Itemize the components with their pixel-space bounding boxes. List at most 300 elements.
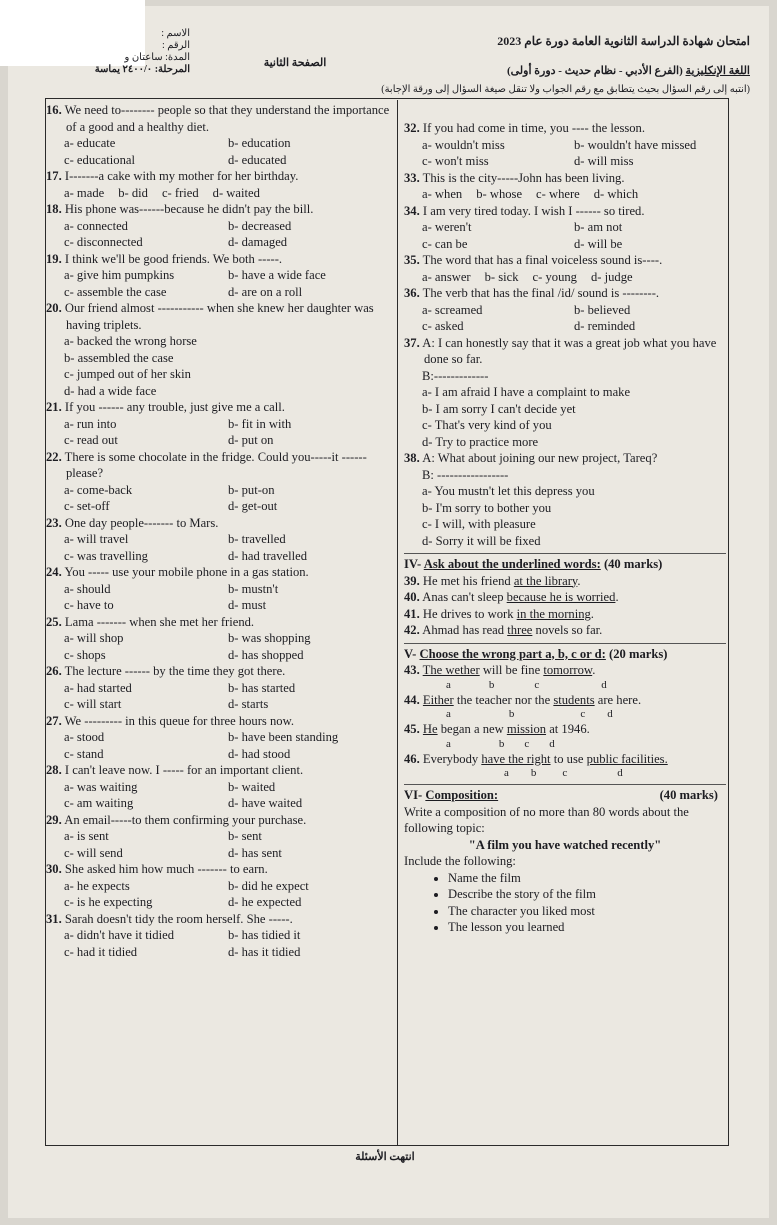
question-item bbox=[46, 449, 392, 515]
option: d- had stood bbox=[228, 746, 291, 761]
header-label: المرحلة: ٢٤٠٠/٠ يماسة bbox=[94, 64, 190, 75]
option: a- when bbox=[422, 187, 463, 201]
question-number: 41. bbox=[404, 606, 420, 621]
option: d- must bbox=[228, 598, 267, 612]
part-letter: b bbox=[508, 708, 515, 720]
options bbox=[404, 384, 726, 450]
part-letters bbox=[404, 679, 726, 692]
question-item bbox=[46, 713, 392, 763]
wrong-part-item bbox=[404, 662, 726, 692]
option: c- will start bbox=[64, 697, 122, 711]
option: c- asked bbox=[422, 319, 464, 333]
part-letter: b bbox=[488, 678, 495, 691]
option: d- had a wide face bbox=[64, 383, 157, 398]
question-item bbox=[46, 251, 392, 301]
options bbox=[404, 219, 726, 252]
question-text bbox=[46, 399, 392, 416]
exam-note: (انتبه إلى رقم السؤال بحيث يتطابق مع رقم الجواب ولا تنقل صيغة السؤال إلى ورقة الإجابة) bbox=[381, 84, 750, 95]
option: d- has it tidied bbox=[228, 944, 301, 959]
sentence-part: Either bbox=[422, 692, 454, 707]
underlined-words: three bbox=[507, 623, 533, 637]
option: a- give him pumpkins bbox=[64, 268, 175, 282]
option: d- had travelled bbox=[228, 548, 308, 563]
option: d- are on a roll bbox=[228, 284, 303, 299]
question-number: 20. bbox=[46, 301, 62, 315]
part-letters bbox=[404, 708, 726, 721]
option: b- believed bbox=[574, 302, 631, 317]
section-marks: (40 marks) bbox=[603, 557, 663, 571]
option: b- fit in with bbox=[228, 416, 292, 431]
question-text bbox=[46, 713, 392, 730]
question-number: 33. bbox=[404, 170, 420, 185]
option: a- should bbox=[64, 581, 111, 596]
question-text bbox=[46, 762, 392, 779]
wrong-part-item bbox=[404, 692, 726, 722]
question-number: 46. bbox=[404, 751, 420, 766]
exam-year: 2023 bbox=[497, 34, 522, 48]
option: b- whose bbox=[476, 187, 523, 201]
question-number: 30. bbox=[46, 862, 62, 876]
sentence-part: at 1946. bbox=[546, 722, 590, 736]
sentence-part: have the right bbox=[481, 751, 551, 766]
part-letter: c bbox=[580, 708, 586, 720]
underlined-words: in the morning bbox=[516, 606, 591, 621]
question-number: 37. bbox=[404, 335, 420, 350]
underlined-words: at the library bbox=[513, 573, 578, 588]
part-letter: b bbox=[498, 737, 505, 750]
part-letter: d bbox=[549, 737, 555, 750]
question-text bbox=[46, 564, 392, 581]
composition-instruction: Write a composition of no more than 80 words about the following topic: bbox=[404, 804, 689, 835]
part-letter: a bbox=[446, 737, 451, 750]
options bbox=[46, 482, 392, 515]
option: c- disconnected bbox=[64, 235, 143, 249]
sentence bbox=[404, 751, 726, 768]
question-number: 23. bbox=[46, 515, 62, 530]
options bbox=[46, 927, 392, 960]
question-item bbox=[404, 285, 726, 335]
options bbox=[404, 186, 726, 203]
item-text: . bbox=[615, 590, 619, 604]
sentence bbox=[404, 692, 726, 709]
option: b- wouldn't have missed bbox=[574, 137, 697, 152]
option: b- put-on bbox=[228, 482, 275, 497]
question-number: 21. bbox=[46, 400, 62, 414]
options bbox=[404, 483, 726, 549]
option: a- had started bbox=[64, 680, 132, 695]
item-text: He met his friend bbox=[422, 573, 514, 588]
question-item bbox=[46, 201, 392, 251]
option: d- waited bbox=[212, 185, 260, 200]
sentence-part: tomorrow bbox=[543, 663, 593, 677]
option: a- come-back bbox=[64, 482, 133, 497]
option: b- I am sorry I can't decide yet bbox=[422, 401, 576, 416]
right-questions bbox=[404, 120, 726, 549]
option: b- waited bbox=[228, 779, 276, 794]
question-number: 43. bbox=[404, 663, 420, 677]
question-text bbox=[404, 450, 726, 467]
section-5-heading bbox=[404, 646, 726, 663]
option: a- will shop bbox=[64, 631, 124, 645]
question-number: 44. bbox=[404, 692, 420, 707]
section-4-items bbox=[404, 573, 726, 639]
sentence-part: . bbox=[592, 663, 596, 677]
sentence-part: public facilities. bbox=[586, 751, 668, 766]
option: d- will miss bbox=[574, 154, 634, 168]
part-letter: c bbox=[524, 737, 530, 750]
question-stem: A: I can honestly say that it was a great job what you have done so far. bbox=[422, 335, 717, 366]
options bbox=[46, 680, 392, 713]
section-marks: (20 marks) bbox=[609, 646, 668, 661]
question-number: 39. bbox=[404, 573, 420, 588]
sentence-part: are here. bbox=[594, 692, 642, 707]
option: a- You mustn't let this depress you bbox=[422, 484, 595, 498]
section-6 bbox=[404, 787, 726, 936]
question-number: 19. bbox=[46, 251, 62, 266]
part-letter: a bbox=[504, 767, 509, 779]
underlined-words: because he is worried bbox=[506, 590, 616, 604]
question-item bbox=[46, 861, 392, 911]
question-text bbox=[46, 300, 392, 333]
section-numeral: V- bbox=[404, 646, 417, 661]
section-numeral: IV- bbox=[404, 557, 422, 571]
question-stem: The lecture ------ by the time they got there. bbox=[64, 664, 286, 678]
option: a- educate bbox=[64, 136, 116, 150]
options bbox=[404, 302, 726, 335]
question-stem: You ----- use your mobile phone in a gas station. bbox=[64, 565, 309, 579]
sentence-part: The wether bbox=[422, 663, 480, 677]
option: a- stood bbox=[64, 730, 105, 744]
section-divider bbox=[404, 784, 726, 785]
option: c- will send bbox=[64, 845, 123, 860]
question-text bbox=[46, 251, 392, 268]
options bbox=[46, 267, 392, 300]
option: c- is he expecting bbox=[64, 895, 153, 909]
question-item bbox=[404, 252, 726, 285]
option: b- has tidied it bbox=[228, 928, 301, 942]
question-text bbox=[46, 911, 392, 928]
include-label: Include the following: bbox=[404, 854, 516, 868]
question-stem: She asked him how much ------- to earn. bbox=[64, 862, 268, 876]
sentence-part: mission bbox=[506, 722, 547, 736]
question-number: 32. bbox=[404, 121, 420, 135]
option: c- can be bbox=[422, 236, 468, 251]
header-label: المدة: ساعتان و bbox=[124, 52, 190, 63]
question-item bbox=[46, 102, 392, 168]
question-stem: The verb that has the final /id/ sound is --------. bbox=[422, 286, 660, 300]
part-letter: d bbox=[607, 708, 613, 720]
question-stem: We --------- in this queue for three hours now. bbox=[64, 713, 294, 728]
option: a- weren't bbox=[422, 220, 472, 234]
option: d- Try to practice more bbox=[422, 434, 539, 449]
question-text bbox=[404, 252, 726, 269]
options bbox=[46, 135, 392, 168]
section-title: Choose the wrong part a, b, c or d: bbox=[419, 646, 606, 661]
option: a- backed the wrong horse bbox=[64, 334, 197, 348]
right-column bbox=[404, 120, 726, 936]
page-label: الصفحة الثانية bbox=[263, 57, 327, 69]
question-text bbox=[404, 170, 726, 187]
option: c- have to bbox=[64, 598, 114, 612]
option: c- am waiting bbox=[64, 796, 134, 810]
part-letter: a bbox=[446, 708, 451, 720]
option: d- reminded bbox=[574, 319, 636, 333]
option: b- I'm sorry to bother you bbox=[422, 500, 552, 515]
question-text bbox=[46, 102, 392, 135]
section-5 bbox=[404, 646, 726, 781]
section-4 bbox=[404, 556, 726, 639]
composition-topic: "A film you have watched recently" bbox=[468, 837, 662, 852]
question-number: 40. bbox=[404, 590, 420, 604]
option: b- mustn't bbox=[228, 581, 279, 596]
item-text: Ahmad has read bbox=[422, 623, 508, 637]
question-stem: His phone was------because he didn't pay the bill. bbox=[64, 202, 314, 216]
question-text bbox=[46, 812, 392, 829]
item-text: He drives to work bbox=[422, 606, 517, 621]
question-number: 25. bbox=[46, 614, 62, 629]
section-divider bbox=[404, 553, 726, 554]
part-letter: a bbox=[446, 678, 451, 691]
question-stem: This is the city-----John has been living. bbox=[422, 170, 625, 185]
question-text bbox=[46, 201, 392, 218]
section-4-heading bbox=[404, 556, 726, 573]
option: b- has started bbox=[228, 680, 296, 695]
question-stem: If you had come in time, you ---- the lesson. bbox=[422, 121, 645, 135]
options bbox=[46, 531, 392, 564]
option: d- has sent bbox=[228, 845, 282, 860]
header-label: الاسم : bbox=[161, 28, 190, 39]
underlined-item bbox=[404, 622, 726, 639]
sentence-part: will be fine bbox=[479, 663, 544, 677]
option: c- assemble the case bbox=[64, 284, 167, 299]
section-title: Composition: bbox=[425, 788, 499, 802]
option: c- stand bbox=[64, 746, 104, 761]
question-stem: There is some chocolate in the fridge. Could you-----it ------please? bbox=[64, 449, 367, 480]
options bbox=[404, 137, 726, 170]
question-text bbox=[404, 203, 726, 220]
option: c- read out bbox=[64, 433, 118, 447]
question-item bbox=[404, 120, 726, 170]
question-stem: Lama ------- when she met her friend. bbox=[64, 614, 255, 629]
question-number: 29. bbox=[46, 812, 62, 827]
question-item bbox=[46, 614, 392, 664]
composition-bullet: • The character you liked most bbox=[448, 903, 726, 920]
option: c- set-off bbox=[64, 499, 110, 513]
option: a- answer bbox=[422, 269, 471, 284]
question-item bbox=[404, 335, 726, 451]
options bbox=[404, 269, 726, 286]
option: d- will be bbox=[574, 236, 623, 251]
sentence-part: the teacher nor the bbox=[453, 692, 554, 707]
option: c- educational bbox=[64, 152, 135, 167]
question-stem: A: What about joining our new project, Tareq? bbox=[422, 451, 658, 465]
question-item bbox=[46, 762, 392, 812]
composition-bullets bbox=[404, 870, 726, 936]
question-item bbox=[404, 170, 726, 203]
wrong-part-item bbox=[404, 721, 726, 751]
question-text bbox=[46, 861, 392, 878]
sentence-part: He bbox=[422, 722, 438, 736]
part-letter: c bbox=[534, 678, 540, 691]
question-number: 17. bbox=[46, 169, 62, 183]
options bbox=[46, 828, 392, 861]
item-text: . bbox=[590, 606, 594, 621]
option: d- Sorry it will be fixed bbox=[422, 533, 541, 548]
question-number: 28. bbox=[46, 763, 62, 777]
part-letter: b bbox=[530, 767, 537, 779]
option: c- won't miss bbox=[422, 154, 489, 168]
option: d- which bbox=[593, 187, 639, 201]
section-6-heading bbox=[404, 787, 726, 804]
dialogue-reply: B:------------- bbox=[422, 368, 489, 383]
question-stem: Our friend almost ----------- when she knew her daughter was having triplets. bbox=[64, 301, 374, 332]
composition-bullet: • Describe the story of the film bbox=[448, 886, 726, 903]
options bbox=[46, 185, 392, 202]
part-letter: d bbox=[617, 767, 623, 779]
sentence-part: students bbox=[553, 692, 595, 707]
question-number: 27. bbox=[46, 713, 62, 728]
part-letters bbox=[404, 767, 726, 780]
option: b- education bbox=[228, 136, 291, 150]
sentence-part: Everybody bbox=[422, 751, 482, 766]
question-number: 18. bbox=[46, 202, 62, 216]
item-text: novels so far. bbox=[532, 623, 603, 637]
wrong-part-item bbox=[404, 751, 726, 781]
sentence-part: to use bbox=[550, 751, 587, 766]
question-item bbox=[46, 399, 392, 449]
question-number: 31. bbox=[46, 911, 62, 926]
left-column bbox=[46, 102, 392, 960]
option: a- wouldn't miss bbox=[422, 137, 505, 152]
option: c- shops bbox=[64, 647, 106, 662]
end-of-questions: انتهت الأسئلة bbox=[355, 1151, 415, 1163]
question-text bbox=[46, 449, 392, 482]
question-number: 45. bbox=[404, 722, 420, 736]
option: c- I will, with pleasure bbox=[422, 517, 536, 531]
question-number: 35. bbox=[404, 253, 420, 267]
options bbox=[46, 581, 392, 614]
options bbox=[46, 218, 392, 251]
sentence-part: began a new bbox=[437, 722, 507, 736]
question-item bbox=[404, 450, 726, 549]
option: d- have waited bbox=[228, 796, 303, 810]
question-stem: I can't leave now. I ----- for an important client. bbox=[64, 763, 304, 777]
header-labels bbox=[60, 28, 190, 76]
exam-stream bbox=[420, 64, 750, 77]
question-stem: Sarah doesn't tidy the room herself. She -----. bbox=[64, 911, 293, 926]
question-stem: If you ------ any trouble, just give me a call. bbox=[64, 400, 285, 414]
section-marks: (40 marks) bbox=[659, 788, 718, 802]
question-text bbox=[46, 614, 392, 631]
option: b- sent bbox=[228, 829, 262, 843]
question-text bbox=[46, 168, 392, 185]
option: d- damaged bbox=[228, 235, 288, 249]
column-divider bbox=[397, 100, 398, 1145]
item-text: . bbox=[577, 573, 581, 588]
option: d- educated bbox=[228, 152, 287, 167]
section-divider bbox=[404, 643, 726, 644]
question-stem: We need to-------- people so that they understand the importance of a good and a healthy diet. bbox=[64, 103, 390, 134]
section-5-items bbox=[404, 662, 726, 780]
question-stem: An email-----to them confirming your purchase. bbox=[64, 812, 307, 827]
option: b- assembled the case bbox=[64, 350, 174, 365]
options bbox=[46, 779, 392, 812]
option: d- has shopped bbox=[228, 647, 304, 662]
question-number: 42. bbox=[404, 623, 420, 637]
option: b- decreased bbox=[228, 218, 292, 233]
option: b- did he expect bbox=[228, 878, 309, 893]
question-text bbox=[46, 663, 392, 680]
option: c- jumped out of her skin bbox=[64, 367, 191, 381]
question-stem: I think we'll be good friends. We both -----. bbox=[64, 251, 283, 266]
option: a- made bbox=[64, 185, 105, 200]
question-item bbox=[46, 812, 392, 862]
composition-bullet: • The lesson you learned bbox=[448, 919, 726, 936]
question-item bbox=[46, 300, 392, 399]
sentence bbox=[404, 662, 726, 679]
underlined-item bbox=[404, 573, 726, 590]
option: a- connected bbox=[64, 218, 128, 233]
option: b- did bbox=[118, 185, 148, 200]
question-item bbox=[46, 663, 392, 713]
question-text bbox=[404, 285, 726, 302]
part-letters bbox=[404, 738, 726, 751]
underlined-item bbox=[404, 589, 726, 606]
option: b- have a wide face bbox=[228, 268, 326, 282]
question-stem: One day people------- to Mars. bbox=[64, 515, 219, 530]
question-text bbox=[46, 515, 392, 532]
question-stem: The word that has a final voiceless sound is----. bbox=[422, 253, 663, 267]
option: d- put on bbox=[228, 433, 274, 447]
part-letter: d bbox=[601, 678, 607, 691]
option: a- didn't have it tidied bbox=[64, 928, 174, 942]
exam-title-text: امتحان شهادة الدراسة الثانوية العامة دورة عام bbox=[524, 34, 750, 48]
options bbox=[46, 333, 392, 399]
options bbox=[46, 729, 392, 762]
item-text: Anas can't sleep bbox=[422, 590, 507, 604]
option: c- fried bbox=[161, 185, 199, 200]
option: a- was waiting bbox=[64, 779, 138, 794]
stream-text: (الفرع الأدبي - نظام حديث - دورة أولى) bbox=[506, 65, 683, 77]
option: a- will travel bbox=[64, 532, 129, 546]
composition-bullet: • Name the film bbox=[448, 870, 726, 887]
question-number: 36. bbox=[404, 286, 420, 300]
option: b- sick bbox=[484, 269, 519, 284]
question-stem: I am very tired today. I wish I ------ so tired. bbox=[422, 203, 645, 218]
option: a- is sent bbox=[64, 829, 109, 843]
option: d- he expected bbox=[228, 895, 302, 909]
option: c- where bbox=[536, 187, 580, 201]
subject-name: اللغة الإنكليزية bbox=[685, 65, 750, 77]
question-number: 22. bbox=[46, 449, 62, 464]
underlined-item bbox=[404, 606, 726, 623]
option: c- young bbox=[532, 269, 577, 284]
question-text bbox=[404, 335, 726, 368]
section-numeral: VI- bbox=[404, 788, 423, 802]
question-number: 26. bbox=[46, 664, 62, 678]
question-number: 38. bbox=[404, 451, 420, 465]
question-item bbox=[46, 911, 392, 961]
question-item bbox=[46, 168, 392, 201]
exam-title bbox=[330, 34, 750, 49]
option: b- was shopping bbox=[228, 631, 311, 645]
option: d- starts bbox=[228, 697, 269, 711]
option: b- am not bbox=[574, 220, 623, 234]
option: a- he expects bbox=[64, 878, 130, 893]
option: a- run into bbox=[64, 416, 117, 431]
option: c- That's very kind of you bbox=[422, 418, 552, 432]
dialogue-reply: B: ----------------- bbox=[422, 467, 509, 482]
